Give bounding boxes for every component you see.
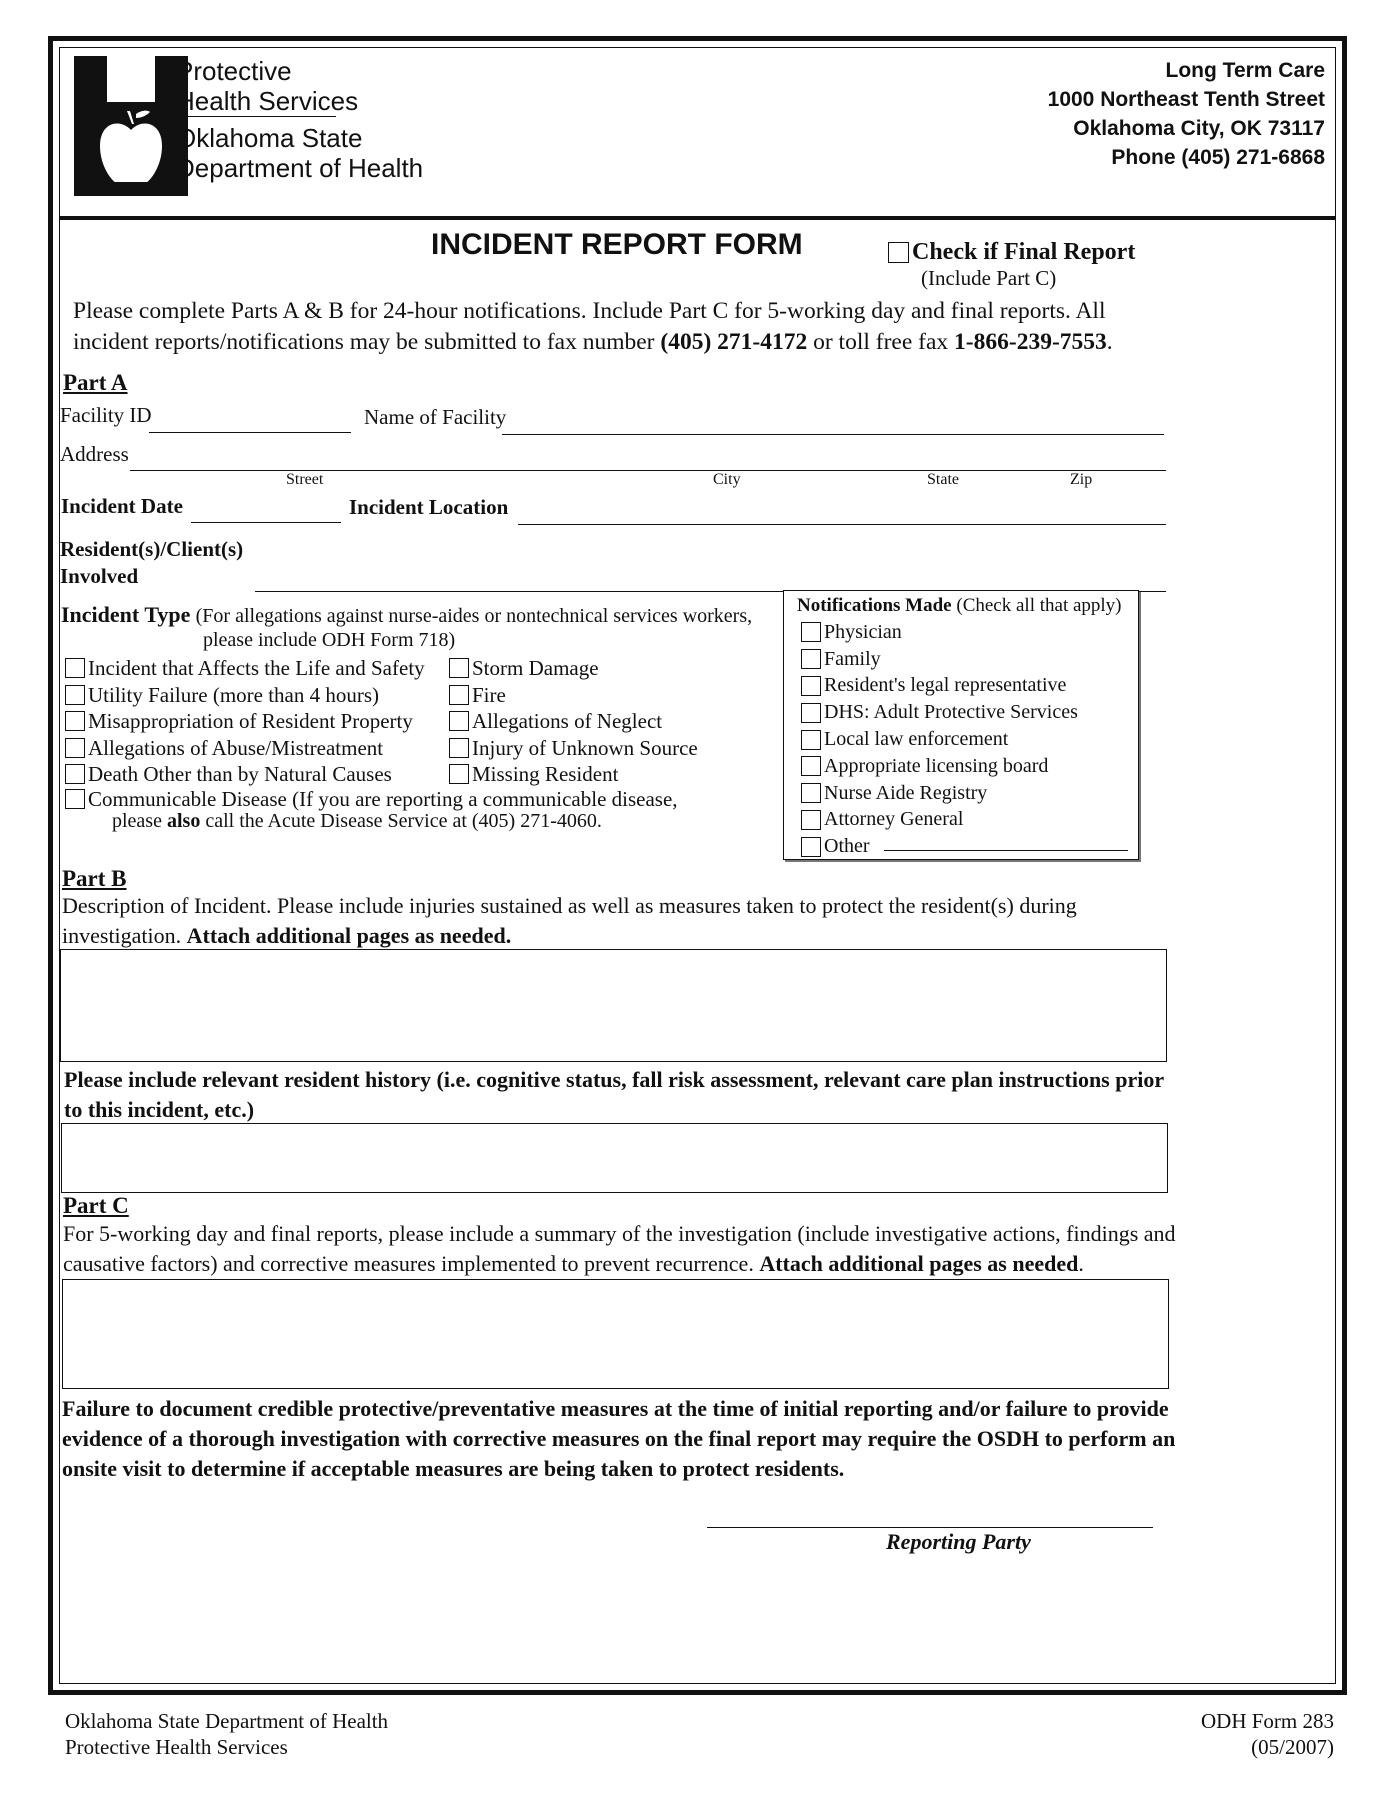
notifications-heading: Notifications Made (Check all that apply): [797, 595, 1122, 616]
org-line-2: Health Services: [176, 86, 359, 116]
incident-type-checkbox[interactable]: [449, 764, 469, 784]
notification-option[interactable]: Other: [801, 833, 1078, 860]
org-line-1: Protective: [176, 56, 292, 86]
incident-type-option[interactable]: Utility Failure (more than 4 hours): [65, 682, 425, 709]
city-caption: City: [713, 471, 741, 488]
incident-type-option[interactable]: Misappropriation of Resident Property: [65, 708, 425, 735]
notification-checkbox[interactable]: [801, 837, 821, 857]
incident-date-label: Incident Date: [61, 494, 183, 518]
part-c-heading: Part C: [63, 1193, 129, 1218]
incident-type-heading: Incident Type (For allegations against nurse-aides or nontechnical services workers,: [61, 602, 753, 627]
footer-division: Protective Health Services: [65, 1735, 288, 1759]
residents-label: Resident(s)/Client(s) Involved: [60, 537, 244, 588]
osdh-warning: Failure to document credible protective/preventative measures at the time of initial reporting and/or failure to provide evidence of a thorough investigation with corrective measures on the final report may require the OSDH to perform an onsite visit to determine if acceptable measures are being taken to protect residents.: [62, 1396, 1176, 1481]
incident-types-left: [65, 655, 425, 788]
communicable-checkbox[interactable]: [65, 789, 85, 809]
incident-location-field[interactable]: [518, 524, 1166, 525]
incident-type-checkbox[interactable]: [449, 711, 469, 731]
incident-type-note: please include ODH Form 718): [203, 629, 456, 651]
org-name: [176, 56, 358, 116]
part-b-description: Description of Incident. Please include injuries sustained as well as measures taken to protect the resident(s) during investigation. Attach additional pages as needed.: [62, 893, 1077, 948]
communicable-disease: [65, 788, 678, 832]
incident-types-right: [449, 655, 698, 788]
facility-id-field[interactable]: [149, 432, 351, 433]
part-c-description: For 5-working day and final reports, please include a summary of the investigation (include investigative actions, findings and causative factors) and corrective measures implemented to prevent recurrence. Attach additional pages as needed.: [63, 1221, 1176, 1276]
org-divider: [176, 116, 336, 117]
notification-option[interactable]: Physician: [801, 619, 1078, 646]
incident-type-checkbox[interactable]: [65, 764, 85, 784]
intro-line-2: incident reports/notifications may be submitted to fax number (405) 271-4172 or toll free fax 1-866-239-7553.: [73, 329, 1113, 355]
footer-agency: Oklahoma State Department of Health: [65, 1709, 389, 1733]
communicable-option[interactable]: Communicable Disease (If you are reporting a communicable disease,: [65, 788, 678, 810]
incident-type-checkbox[interactable]: [65, 658, 85, 678]
footer-right: [1201, 1708, 1334, 1760]
notification-checkbox[interactable]: [801, 703, 821, 723]
toll-free-fax: 1-866-239-7553: [954, 329, 1107, 355]
facility-name-field[interactable]: [502, 434, 1164, 435]
address-city: Oklahoma City, OK 73117: [1073, 117, 1325, 140]
notification-checkbox[interactable]: [801, 730, 821, 750]
resident-history-prompt: Please include relevant resident history (i.e. cognitive status, fall risk assessment, relevant care plan instructions prior to this incident, etc.): [64, 1067, 1165, 1122]
incident-type-option[interactable]: Allegations of Abuse/Mistreatment: [65, 735, 425, 762]
form-frame: [48, 36, 1347, 1695]
part-a-heading: Part A: [63, 370, 128, 395]
notification-option[interactable]: DHS: Adult Protective Services: [801, 699, 1078, 726]
notification-option[interactable]: Family: [801, 646, 1078, 673]
notification-checkbox[interactable]: [801, 676, 821, 696]
notification-option[interactable]: Local law enforcement: [801, 726, 1078, 753]
incident-type-checkbox[interactable]: [65, 685, 85, 705]
intro-text: [73, 296, 1273, 358]
notification-option[interactable]: Nurse Aide Registry: [801, 780, 1078, 807]
incident-type-checkbox[interactable]: [65, 711, 85, 731]
notifications-list: [801, 619, 1078, 860]
intro-line-1: Please complete Parts A & B for 24-hour notifications. Include Part C for 5-working day and final reports. All: [73, 298, 1106, 324]
notification-option[interactable]: Appropriate licensing board: [801, 753, 1078, 780]
incident-type-checkbox[interactable]: [449, 738, 469, 758]
reporting-party-label: Reporting Party: [886, 1529, 1031, 1554]
zip-caption: Zip: [1070, 471, 1093, 488]
incident-description-field[interactable]: [60, 949, 1167, 1062]
form-inner-border: [59, 47, 1336, 1684]
resident-history-field[interactable]: [61, 1123, 1168, 1193]
street-caption: Street: [286, 471, 324, 488]
incident-type-option[interactable]: Storm Damage: [449, 655, 698, 682]
final-report-note: (Include Part C): [921, 266, 1057, 290]
communicable-note: please also call the Acute Disease Service at (405) 271-4060.: [112, 810, 602, 832]
incident-type-checkbox[interactable]: [449, 658, 469, 678]
incident-type-option[interactable]: Death Other than by Natural Causes: [65, 761, 425, 788]
state-caption: State: [927, 471, 959, 488]
incident-type-checkbox[interactable]: [449, 685, 469, 705]
notification-checkbox[interactable]: [801, 810, 821, 830]
incident-date-field[interactable]: [191, 522, 341, 523]
part-b-heading: Part B: [62, 866, 127, 891]
notification-checkbox[interactable]: [801, 783, 821, 803]
notification-other-field[interactable]: [884, 850, 1128, 851]
header-rule: [60, 216, 1335, 220]
incident-type-option[interactable]: Fire: [449, 682, 698, 709]
incident-type-option[interactable]: Allegations of Neglect: [449, 708, 698, 735]
facility-id-label: Facility ID: [60, 403, 152, 427]
final-report-label: Check if Final Report: [912, 239, 1136, 265]
facility-name-label: Name of Facility: [364, 405, 507, 429]
final-report-checkbox[interactable]: [888, 242, 909, 263]
notification-checkbox[interactable]: [801, 649, 821, 669]
org-line-3: Oklahoma State: [176, 123, 363, 153]
address-phone: Phone (405) 271-6868: [1111, 146, 1325, 169]
footer-left: [65, 1708, 388, 1760]
form-number: ODH Form 283: [1200, 1709, 1334, 1733]
address-dept: Long Term Care: [1165, 59, 1325, 82]
odh-logo: [74, 56, 188, 196]
incident-type-option[interactable]: Missing Resident: [449, 761, 698, 788]
fax-number: (405) 271-4172: [660, 329, 808, 355]
notification-option[interactable]: Resident's legal representative: [801, 673, 1078, 700]
form-date: (05/2007): [1251, 1735, 1334, 1759]
form-title: INCIDENT REPORT FORM: [431, 228, 803, 261]
notification-checkbox[interactable]: [801, 756, 821, 776]
incident-type-option[interactable]: Injury of Unknown Source: [449, 735, 698, 762]
final-report-check[interactable]: [888, 239, 1135, 266]
notification-checkbox[interactable]: [801, 622, 821, 642]
incident-type-checkbox[interactable]: [65, 738, 85, 758]
investigation-summary-field[interactable]: [62, 1279, 1169, 1389]
notification-option[interactable]: Attorney General: [801, 807, 1078, 834]
dept-name: [176, 123, 423, 183]
incident-location-label: Incident Location: [349, 495, 509, 519]
address-street: 1000 Northeast Tenth Street: [1047, 88, 1325, 111]
address-label: Address: [60, 442, 129, 466]
notifications-box: [783, 590, 1139, 860]
org-line-4: Department of Health: [176, 153, 424, 183]
incident-type-option[interactable]: Incident that Affects the Life and Safety: [65, 655, 425, 682]
ltc-address: [1048, 56, 1325, 172]
reporting-party-signature-line[interactable]: [707, 1527, 1153, 1528]
apple-h-logo-icon: [74, 56, 188, 196]
